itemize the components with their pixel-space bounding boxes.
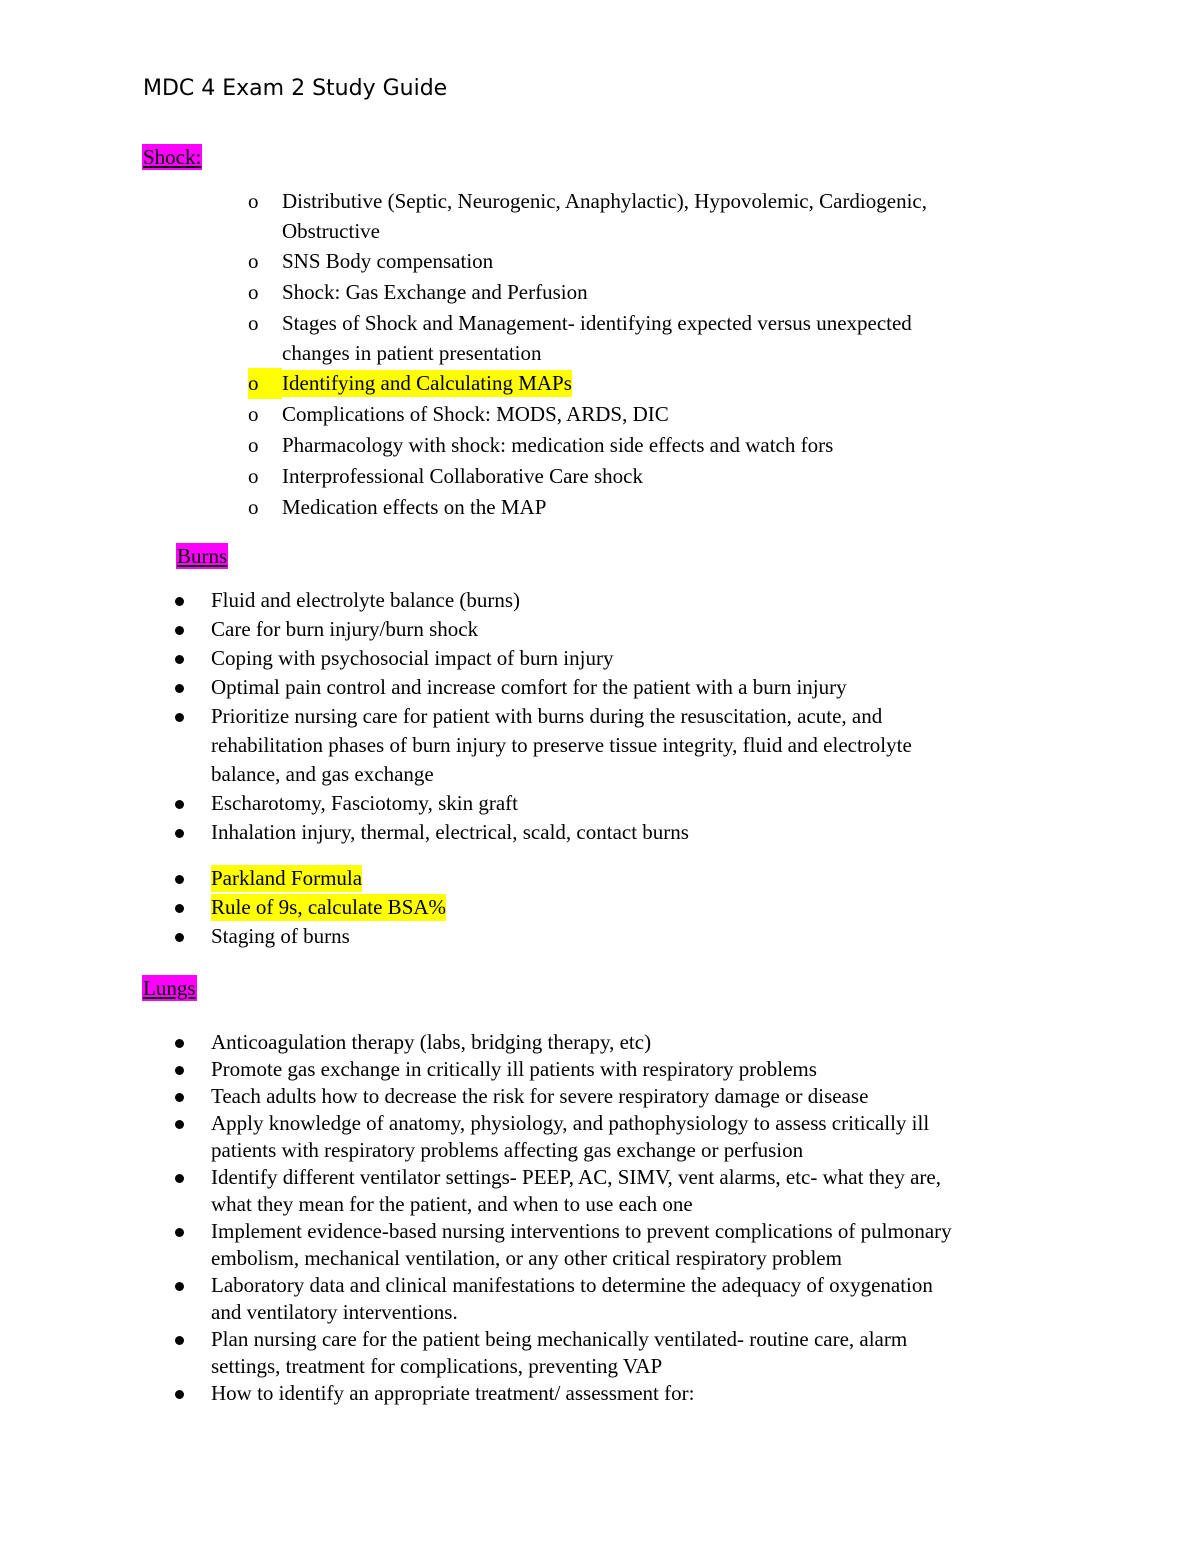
shock-heading: Shock: bbox=[143, 145, 202, 169]
list-item bbox=[172, 615, 1072, 644]
list-item-text: Apply knowledge of anatomy, physiology, and pathophysiology to assess critically ill bbox=[211, 1111, 930, 1135]
list-item-text: Implement evidence-based nursing interventions to prevent complications of pulmonary bbox=[211, 1219, 952, 1243]
list-item bbox=[248, 308, 1048, 368]
list-item-text-cont: embolism, mechanical ventilation, or any other critical respiratory problem bbox=[211, 1246, 842, 1270]
list-item-text-cont: changes in patient presentation bbox=[282, 341, 542, 365]
list-item bbox=[172, 922, 1072, 951]
list-item-text-cont: balance, and gas exchange bbox=[211, 762, 434, 786]
list-item-text: How to identify an appropriate treatment/ assessment for: bbox=[211, 1381, 695, 1405]
bullet-icon bbox=[175, 597, 184, 606]
list-item-text: Coping with psychosocial impact of burn injury bbox=[211, 646, 614, 670]
list-item-text: Interprofessional Collaborative Care shock bbox=[282, 464, 643, 488]
list-item bbox=[172, 1029, 1072, 1056]
list-item bbox=[172, 789, 1072, 818]
list-item-text-cont: and ventilatory interventions. bbox=[211, 1300, 458, 1324]
list-item bbox=[172, 702, 1072, 789]
bullet-icon bbox=[175, 1390, 184, 1399]
list-item-text: Optimal pain control and increase comfort for the patient with a burn injury bbox=[211, 675, 847, 699]
bullet-icon bbox=[175, 829, 184, 838]
list-item bbox=[172, 586, 1072, 615]
list-item bbox=[172, 644, 1072, 673]
list-item bbox=[248, 461, 1048, 492]
burns-list bbox=[172, 586, 1072, 847]
list-item bbox=[172, 1164, 1072, 1218]
list-item-text: Distributive (Septic, Neurogenic, Anaphylactic), Hypovolemic, Cardiogenic, bbox=[282, 189, 927, 213]
list-item-text: Laboratory data and clinical manifestations to determine the adequacy of oxygenation bbox=[211, 1273, 933, 1297]
bullet-icon bbox=[175, 1282, 184, 1291]
list-item-text: Complications of Shock: MODS, ARDS, DIC bbox=[282, 402, 669, 426]
list-item-text: Fluid and electrolyte balance (burns) bbox=[211, 588, 521, 612]
lungs-list bbox=[172, 1029, 1072, 1407]
list-item bbox=[248, 277, 1048, 308]
list-item-text: Plan nursing care for the patient being mechanically ventilated- routine care, alarm bbox=[211, 1327, 908, 1351]
list-item-text: Shock: Gas Exchange and Perfusion bbox=[282, 280, 588, 304]
circle-bullet-icon: o bbox=[248, 311, 259, 335]
list-item bbox=[172, 1083, 1072, 1110]
list-item-text: Prioritize nursing care for patient with burns during the resuscitation, acute, and bbox=[211, 704, 883, 728]
list-item bbox=[248, 246, 1048, 277]
bullet-icon bbox=[175, 1093, 184, 1102]
circle-bullet-icon: o bbox=[248, 495, 259, 519]
bullet-icon bbox=[175, 1228, 184, 1237]
document-title: MDC 4 Exam 2 Study Guide bbox=[143, 76, 448, 101]
list-item-text: Inhalation injury, thermal, electrical, scald, contact burns bbox=[211, 820, 689, 844]
list-item-text: Teach adults how to decrease the risk for severe respiratory damage or disease bbox=[211, 1084, 869, 1108]
list-item-highlighted bbox=[248, 368, 1048, 399]
circle-bullet-icon: o bbox=[248, 249, 259, 273]
circle-bullet-icon: o bbox=[248, 402, 259, 426]
list-item bbox=[172, 1056, 1072, 1083]
list-item-text-cont: what they mean for the patient, and when to use each one bbox=[211, 1192, 693, 1216]
list-item bbox=[248, 430, 1048, 461]
list-item-text-cont: patients with respiratory problems affecting gas exchange or perfusion bbox=[211, 1138, 804, 1162]
list-item bbox=[172, 1218, 1072, 1272]
list-item-text: Stages of Shock and Management- identifying expected versus unexpected bbox=[282, 311, 912, 335]
burns-heading: Burns bbox=[177, 544, 228, 568]
bullet-icon bbox=[175, 1336, 184, 1345]
list-item-text: Anticoagulation therapy (labs, bridging therapy, etc) bbox=[211, 1030, 652, 1054]
bullet-icon bbox=[175, 1066, 184, 1075]
bullet-icon bbox=[175, 684, 184, 693]
list-item-text: Escharotomy, Fasciotomy, skin graft bbox=[211, 791, 518, 815]
shock-list bbox=[248, 186, 1048, 523]
lungs-heading: Lungs bbox=[143, 976, 196, 1000]
list-item-text: Rule of 9s, calculate BSA% bbox=[211, 895, 447, 919]
list-item-text: Identify different ventilator settings- PEEP, AC, SIMV, vent alarms, etc- what they are, bbox=[211, 1165, 941, 1189]
circle-bullet-icon: o bbox=[248, 464, 259, 488]
circle-bullet-icon: o bbox=[248, 189, 259, 213]
list-item bbox=[248, 492, 1048, 523]
list-item-text: Pharmacology with shock: medication side effects and watch fors bbox=[282, 433, 834, 457]
list-item-text: SNS Body compensation bbox=[282, 249, 494, 273]
list-item bbox=[248, 186, 1048, 246]
list-item bbox=[172, 1110, 1072, 1164]
list-item bbox=[172, 818, 1072, 847]
list-item-text: Parkland Formula bbox=[211, 866, 363, 890]
list-item-text-cont: rehabilitation phases of burn injury to preserve tissue integrity, fluid and electrolyte bbox=[211, 733, 912, 757]
list-item-highlighted bbox=[172, 864, 1072, 893]
list-item-text-cont: settings, treatment for complications, preventing VAP bbox=[211, 1354, 663, 1378]
bullet-icon bbox=[175, 1174, 184, 1183]
list-item-text: Identifying and Calculating MAPs bbox=[282, 371, 572, 395]
bullet-icon bbox=[175, 904, 184, 913]
bullet-icon bbox=[175, 1120, 184, 1129]
circle-bullet-icon: o bbox=[248, 368, 282, 399]
list-item bbox=[248, 399, 1048, 430]
bullet-icon bbox=[175, 655, 184, 664]
bullet-icon bbox=[175, 1039, 184, 1048]
list-item-text: Care for burn injury/burn shock bbox=[211, 617, 479, 641]
bullet-icon bbox=[175, 875, 184, 884]
list-item bbox=[172, 673, 1072, 702]
list-item bbox=[172, 1326, 1072, 1380]
bullet-icon bbox=[175, 626, 184, 635]
circle-bullet-icon: o bbox=[248, 433, 259, 457]
list-item-text-cont: Obstructive bbox=[282, 219, 380, 243]
list-item-text: Promote gas exchange in critically ill patients with respiratory problems bbox=[211, 1057, 817, 1081]
list-item-text: Staging of burns bbox=[211, 924, 350, 948]
burns-list-secondary bbox=[172, 864, 1072, 951]
circle-bullet-icon: o bbox=[248, 280, 259, 304]
list-item-text: Medication effects on the MAP bbox=[282, 495, 547, 519]
bullet-icon bbox=[175, 800, 184, 809]
list-item bbox=[172, 1272, 1072, 1326]
list-item bbox=[172, 1380, 1072, 1407]
bullet-icon bbox=[175, 713, 184, 722]
list-item-highlighted bbox=[172, 893, 1072, 922]
bullet-icon bbox=[175, 933, 184, 942]
